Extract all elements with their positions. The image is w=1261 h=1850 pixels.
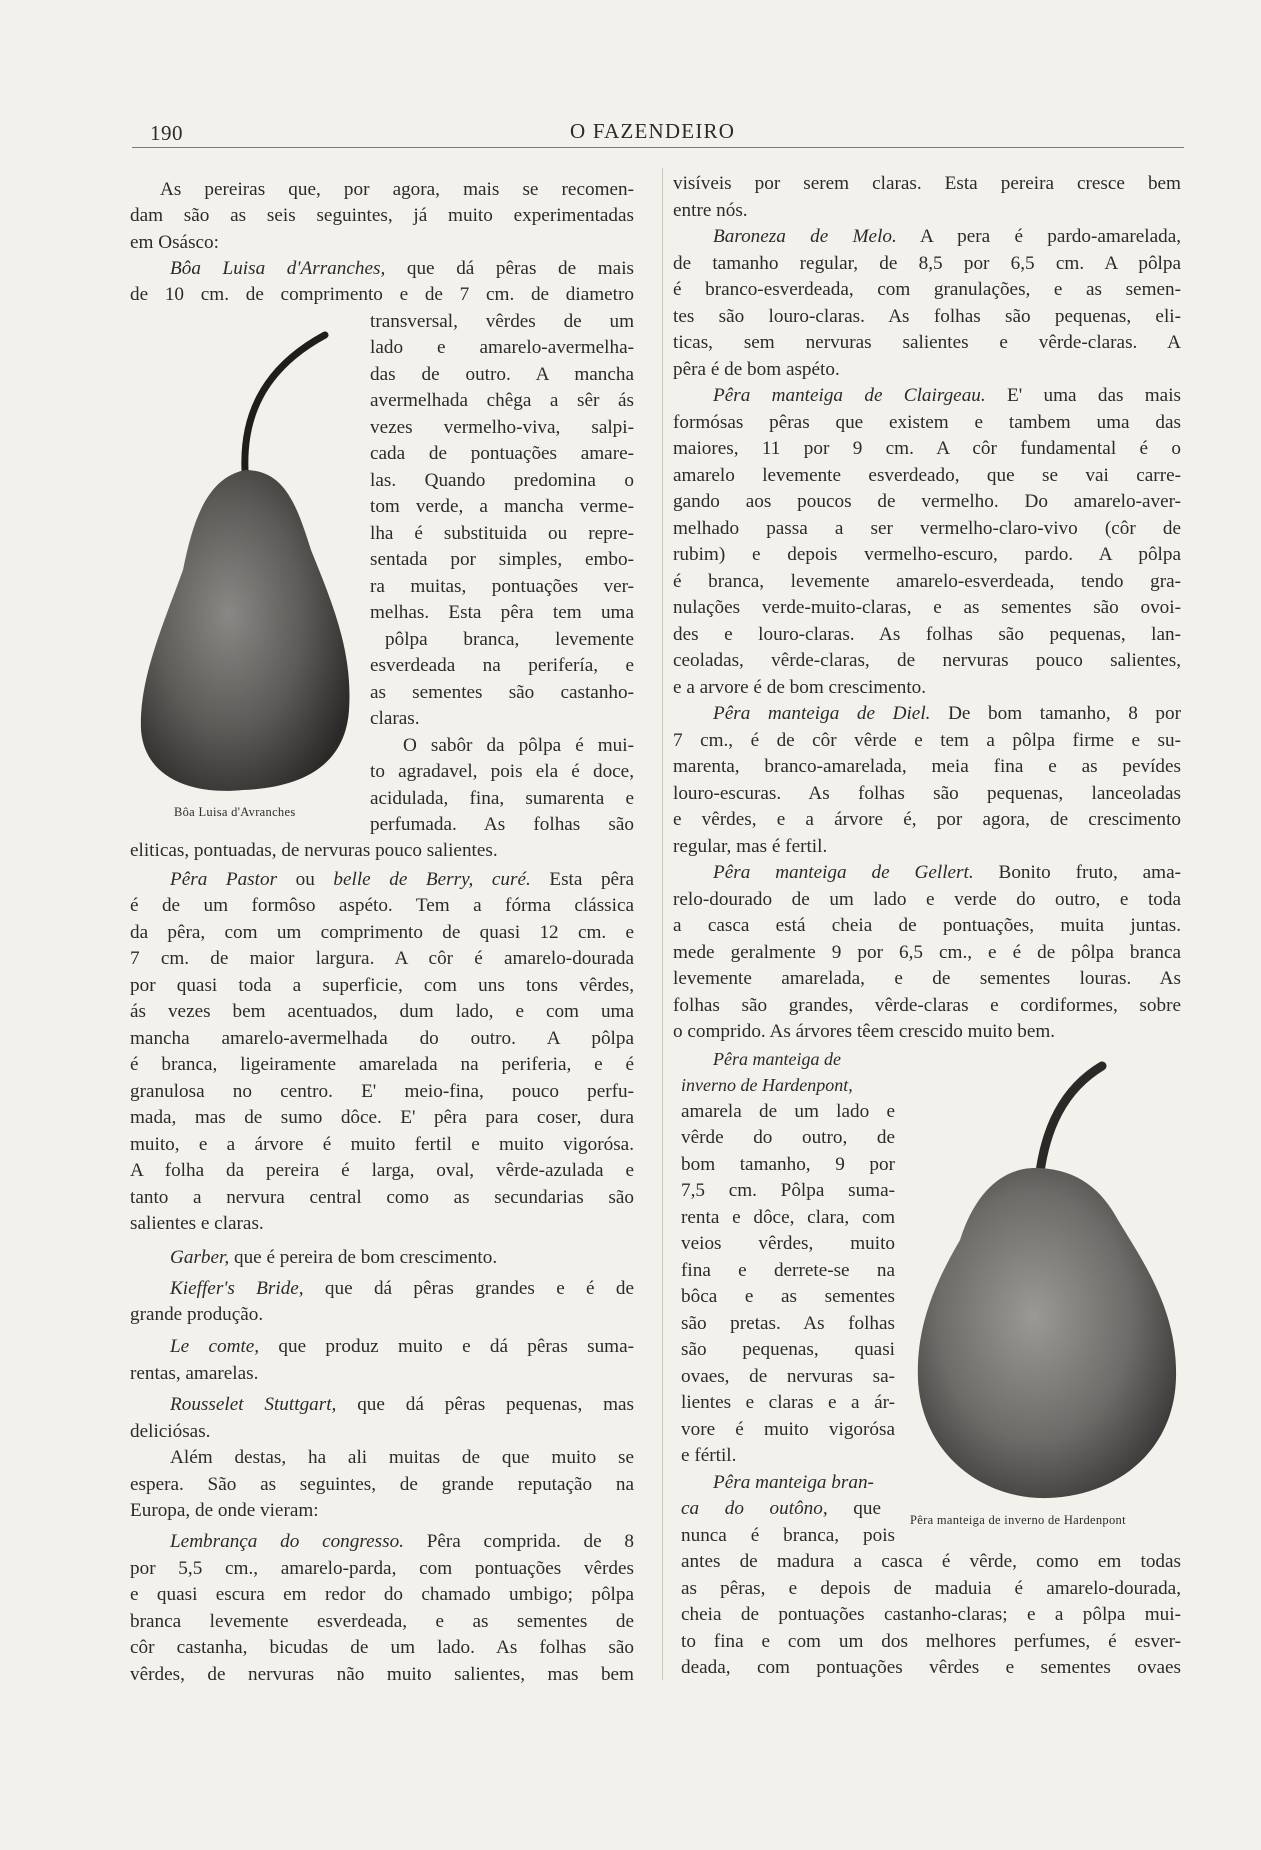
variety-name: Pêra manteiga de Gellert. xyxy=(713,862,974,883)
left-line: 7 cm. de maior largura. A côr é amarelo-dourada xyxy=(130,948,634,969)
left-line: esverdeada na perifería, e xyxy=(370,655,634,676)
left-line: granulosa no centro. E' meio-fina, pouco perfu- xyxy=(130,1081,634,1102)
variety-name: Garber, xyxy=(170,1247,230,1268)
left-line: melhas. Esta pêra tem uma xyxy=(370,602,634,623)
caption-avranches: Bôa Luisa d'Avranches xyxy=(174,805,296,819)
right-line: marenta, branco-amarelada, meia fina e as pevídes xyxy=(673,756,1181,777)
right-line: louro-escuras. As folhas são pequenas, lanceoladas xyxy=(673,783,1181,804)
right-line: relo-dourado de um lado e verde do outro, e toda xyxy=(673,889,1181,910)
left-text: ou xyxy=(277,869,334,890)
left-line: A folha da pereira é larga, oval, vêrde-azulada e xyxy=(130,1160,634,1181)
right-line: o comprido. As árvores têem crescido muito bem. xyxy=(673,1021,1056,1042)
left-line: ás vezes bem acentuados, dum lado, e com uma xyxy=(130,1001,634,1022)
right-line: des e louro-claras. As folhas são pequenas, lan- xyxy=(673,624,1181,645)
left-text: que dá pêras grandes e é de xyxy=(303,1278,634,1299)
left-line xyxy=(170,1245,634,1272)
right-line: bom tamanho, 9 por xyxy=(681,1154,895,1175)
pear-illustration-avranches xyxy=(135,330,355,800)
right-line: melhado passa a ser vermelho-claro-vivo (côr de xyxy=(673,518,1181,539)
left-line: branca levemente esverdeada, e as sementes de xyxy=(130,1611,634,1632)
right-line: ovaes, de nervuras sa- xyxy=(681,1366,895,1387)
left-line: O sabôr da pôlpa é mui- xyxy=(403,735,634,756)
left-line: rentas, amarelas. xyxy=(130,1363,259,1384)
left-line: Europa, de onde vieram: xyxy=(130,1500,319,1521)
variety-name: Pêra Pastor xyxy=(170,869,278,890)
left-line: tanto a nervura central como as secundarias são xyxy=(130,1187,634,1208)
left-line: lha é substituida ou repre- xyxy=(370,523,634,544)
left-line: cada de pontuações amare- xyxy=(370,443,634,464)
left-line: mada, mas de sumo dôce. E' pêra para coser, dura xyxy=(130,1107,634,1128)
right-line: formósas pêras que existem e tambem uma das xyxy=(673,412,1181,433)
left-line: claras. xyxy=(370,708,420,729)
variety-name: Lembrança do congresso. xyxy=(170,1531,404,1552)
right-line: pêra é de bom aspéto. xyxy=(673,359,840,380)
left-text: Pêra comprida. de 8 xyxy=(403,1531,634,1552)
right-line: 7,5 cm. Pôlpa suma- xyxy=(681,1180,895,1201)
right-line: e vêrdes, e a árvore é, por agora, de crescimento xyxy=(673,809,1181,830)
left-line: las. Quando predomina o xyxy=(370,470,634,491)
right-line: deada, com pontuações vêrdes e sementes ovaes xyxy=(681,1657,1181,1678)
left-line: vezes vermelho-viva, salpi- xyxy=(370,417,634,438)
variety-name: Le comte, xyxy=(170,1336,260,1357)
left-line: por 5,5 cm., amarelo-parda, com pontuações vêrdes xyxy=(130,1558,634,1579)
running-head: O FAZENDEIRO xyxy=(570,119,736,143)
right-line: vore é muito vigorósa xyxy=(681,1419,895,1440)
left-line: da pêra, com um comprimento de quasi 12 cm. e xyxy=(130,922,634,943)
right-line: amarela de um lado e xyxy=(681,1101,895,1122)
right-line: nulações verde-muito-claras, e as sementes são ovoi- xyxy=(673,597,1181,618)
variety-name: Kieffer's Bride, xyxy=(170,1278,304,1299)
right-line: levemente amarelada, e de sementes louras. As xyxy=(673,968,1181,989)
left-line: As pereiras que, por agora, mais se recomen- xyxy=(160,179,634,200)
right-line: maiores, 11 por 9 cm. A côr fundamental é o xyxy=(673,438,1181,459)
left-line xyxy=(170,256,634,283)
right-line: 7 cm., é de côr vêrde e tem a pôlpa firme e su- xyxy=(673,730,1181,751)
right-line xyxy=(713,701,1181,728)
right-line: lientes e claras e a ár- xyxy=(681,1392,895,1413)
caption-hardenpont: Pêra manteiga de inverno de Hardenpont xyxy=(910,1513,1126,1527)
left-text: que produz muito e dá pêras suma- xyxy=(259,1336,634,1357)
left-line: côr castanha, bicudas de um lado. As folhas são xyxy=(130,1637,634,1658)
variety-name: Baroneza de Melo. xyxy=(713,226,897,247)
left-line xyxy=(170,1392,634,1419)
left-line: as sementes são castanho- xyxy=(370,682,634,703)
left-line: Além destas, ha ali muitas de que muito se xyxy=(170,1447,634,1468)
left-line: dam são as seis seguintes, já muito experimentadas xyxy=(130,205,634,226)
right-text: E' uma das mais xyxy=(985,385,1181,406)
left-line: acidulada, fina, sumarenta e xyxy=(370,788,634,809)
left-line: muito, e a árvore é muito fertil e muito vigorósa. xyxy=(130,1134,634,1155)
left-line: em Osásco: xyxy=(130,232,219,253)
right-line: são pretas. As folhas xyxy=(681,1313,895,1334)
variety-name: ca do outôno, xyxy=(681,1498,828,1519)
right-line: gando aos poucos de vermelho. Do amarelo-aver- xyxy=(673,491,1181,512)
right-line: inverno de Hardenpont, xyxy=(681,1075,853,1095)
left-line: deliciósas. xyxy=(130,1421,211,1442)
left-text: que é pereira de bom crescimento. xyxy=(229,1247,498,1268)
right-text: A pera é pardo-amarelada, xyxy=(896,226,1182,247)
left-line xyxy=(170,1529,634,1556)
right-line: são pequenas, quasi xyxy=(681,1339,895,1360)
left-line: pôlpa branca, levemente xyxy=(385,629,634,650)
right-line: rubim) e depois vermelho-escuro, pardo. A pôlpa xyxy=(673,544,1181,565)
left-line: das de outro. A mancha xyxy=(370,364,634,385)
right-line: bôca e as sementes xyxy=(681,1286,895,1307)
left-line: perfumada. As folhas são xyxy=(370,814,634,835)
right-line: Pêra manteiga de xyxy=(713,1049,841,1069)
right-line: Pêra manteiga bran- xyxy=(713,1472,874,1493)
left-line: espera. São as seguintes, de grande reputação na xyxy=(130,1474,634,1495)
left-line: avermelhada chêga a sêr ás xyxy=(370,390,634,411)
header-rule xyxy=(132,147,1184,148)
left-line: é branca, ligeiramente amarelada na periferia, e é xyxy=(130,1054,634,1075)
right-line: é branco-esverdeada, com granulações, e as semen- xyxy=(673,279,1181,300)
left-line: de 10 cm. de comprimento e de 7 cm. de diametro xyxy=(130,284,634,305)
left-line: mancha amarelo-avermelhada do outro. A pôlpa xyxy=(130,1028,634,1049)
right-line: amarelo levemente esverdeado, que se vai carre- xyxy=(673,465,1181,486)
right-line: e a arvore é de bom crescimento. xyxy=(673,677,927,698)
left-line xyxy=(170,867,634,894)
left-line: to agradavel, pois ela é doce, xyxy=(370,761,634,782)
left-line: e quasi escura em redor do chamado umbigo; pôlpa xyxy=(130,1584,634,1605)
right-text: De bom tamanho, 8 por xyxy=(930,703,1181,724)
page-number: 190 xyxy=(150,121,183,145)
right-line: visíveis por serem claras. Esta pereira cresce bem xyxy=(673,173,1181,194)
right-line: entre nós. xyxy=(673,200,748,221)
right-line xyxy=(681,1496,881,1523)
right-line: cheia de pontuações castanho-claras; e a pôlpa mui- xyxy=(681,1604,1181,1625)
left-text: Esta pêra xyxy=(530,869,634,890)
left-line xyxy=(170,1334,634,1361)
left-line: lado e amarelo-avermelha- xyxy=(370,337,634,358)
variety-name: Rousselet Stuttgart, xyxy=(170,1394,337,1415)
right-line: ticas, sem nervuras salientes e vêrde-claras. A xyxy=(673,332,1181,353)
right-line xyxy=(713,224,1181,251)
right-line: antes de madura a casca é vêrde, como em todas xyxy=(681,1551,1181,1572)
variety-name: Bôa Luisa d'Arranches, xyxy=(170,258,386,279)
right-line: veios vêrdes, muito xyxy=(681,1233,895,1254)
left-text: que dá pêras de mais xyxy=(385,258,634,279)
right-line: as pêras, e depois de maduia é amarelo-dourada, xyxy=(681,1578,1181,1599)
left-line: tom verde, a mancha verme- xyxy=(370,496,634,517)
right-line: renta e dôce, clara, com xyxy=(681,1207,895,1228)
right-line: folhas são grandes, vêrde-claras e cordiformes, sobre xyxy=(673,995,1181,1016)
right-line: mede geralmente 9 por 6,5 cm., e é de pôlpa branca xyxy=(673,942,1181,963)
right-line xyxy=(713,383,1181,410)
right-line: ceoladas, vêrde-claras, de nervuras pouco salientes, xyxy=(673,650,1181,671)
left-line: é de um formôso aspéto. Tem a fórma clássica xyxy=(130,895,634,916)
left-line: por quasi toda a superficie, com uns tons vêrdes, xyxy=(130,975,634,996)
variety-name: Pêra manteiga de Diel. xyxy=(713,703,931,724)
left-line: salientes e claras. xyxy=(130,1213,264,1234)
right-line: é branca, levemente amarelo-esverdeada, tendo gra- xyxy=(673,571,1181,592)
right-line: tes são louro-claras. As folhas são pequenas, eli- xyxy=(673,306,1181,327)
right-line: a casca está cheia de pontuações, muita juntas. xyxy=(673,915,1181,936)
pear-illustration-hardenpont xyxy=(912,1060,1182,1505)
column-rule xyxy=(662,168,663,1680)
right-line: fina e derrete-se na xyxy=(681,1260,895,1281)
right-line: nunca é branca, pois xyxy=(681,1525,895,1546)
right-line: regular, mas é fertil. xyxy=(673,836,828,857)
left-line: sentada por simples, embo- xyxy=(370,549,634,570)
right-line: e fértil. xyxy=(681,1445,737,1466)
variety-name: belle de Berry, curé. xyxy=(333,869,531,890)
variety-name: Pêra manteiga de Clairgeau. xyxy=(713,385,986,406)
left-text: que dá pêras pequenas, mas xyxy=(336,1394,634,1415)
right-line: de tamanho regular, de 8,5 por 6,5 cm. A pôlpa xyxy=(673,253,1181,274)
left-line xyxy=(170,1276,634,1303)
left-line: eliticas, pontuadas, de nervuras pouco salientes. xyxy=(130,840,498,861)
left-line: vêrdes, de nervuras não muito salientes, mas bem xyxy=(130,1664,634,1685)
right-line: to fina e com um dos melhores perfumes, é esver- xyxy=(681,1631,1181,1652)
right-line xyxy=(713,860,1181,887)
right-line: vêrde do outro, de xyxy=(681,1127,895,1148)
left-line: ra muitas, pontuações ver- xyxy=(370,576,634,597)
left-line: transversal, vêrdes de um xyxy=(370,311,634,332)
left-line: grande produção. xyxy=(130,1304,264,1325)
right-text: Bonito fruto, ama- xyxy=(973,862,1181,883)
right-text: que xyxy=(827,1498,881,1519)
